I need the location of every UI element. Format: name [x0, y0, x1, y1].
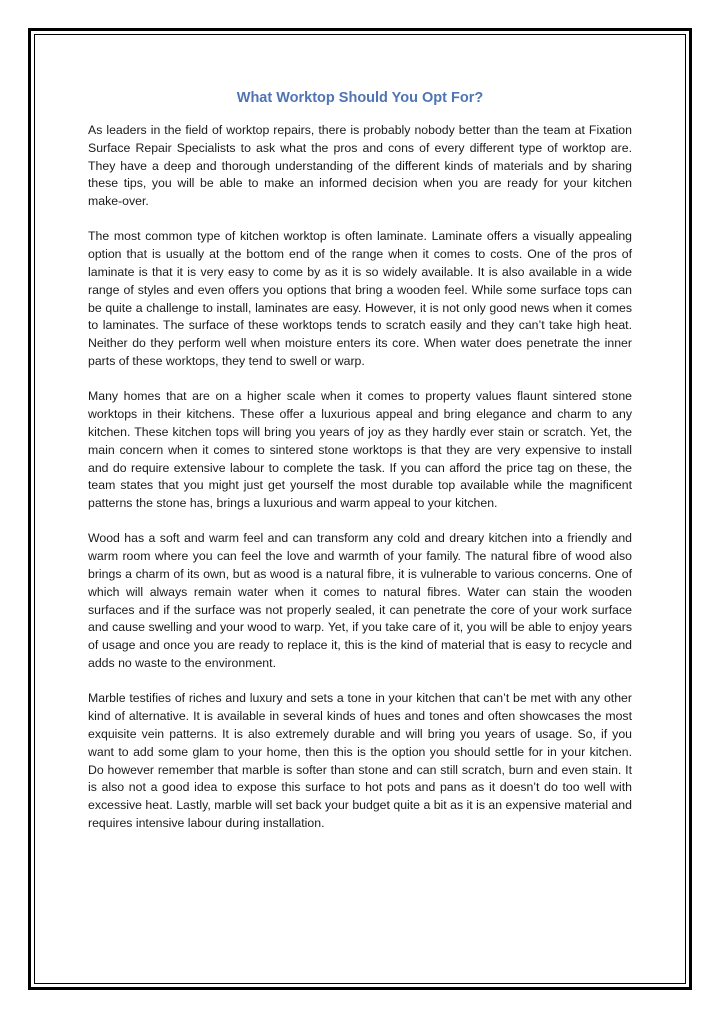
paragraph-sintered-stone: Many homes that are on a higher scale when it comes to property values flaunt sintered stone worktops in their kitchens. These offer a luxurious appeal and bring elegance and charm to any kitchen. These kitchen tops will bring you years of joy as they hardly ever stain or scratch. Yet, the main concern when it comes to sintered stone worktops is that they are very expensive to install and do require extensive labour to complete the task. If you can afford the price tag on these, the team states that you might just get yourself the most durable top available while the magnificent patterns the stone has, brings a luxurious and warm appeal to your kitchen. — [88, 389, 632, 511]
paragraph-laminate: The most common type of kitchen worktop is often laminate. Laminate offers a visually appealing option that is usually at the bottom end of the range when it comes to costs. One of the pros of laminate is that it is very easy to come by as it is so widely available. It is also available in a wide range of styles and even offers you options that bring a wooden feel. While some surface tops can be quite a challenge to install, laminates are easy. However, it is not only good news when it comes to laminates. The surface of these worktops tends to scratch easily and they can’t take high heat. Neither do they perform well when moisture enters its core. When water does penetrate the inner parts of these worktops, they tend to swell or warp. — [88, 229, 632, 369]
paragraph-wood: Wood has a soft and warm feel and can transform any cold and dreary kitchen into a friendly and warm room where you can feel the love and warmth of your family. The natural fibre of wood also brings a charm of its own, but as wood is a natural fibre, it is vulnerable to various concerns. One of which will always remain water when it comes to natural fibres. Water can stain the wooden surfaces and if the surface was not properly sealed, it can penetrate the core of your work surface and cause swelling and your wood to warp. Yet, if you take care of it, you will be able to enjoy years of usage and once you are ready to replace it, this is the kind of material that is easy to recycle and adds no waste to the environment. — [88, 531, 632, 671]
document-body — [88, 88, 632, 850]
paragraph-marble: Marble testifies of riches and luxury and sets a tone in your kitchen that can’t be met with any other kind of alternative. It is available in several kinds of hues and tones and often showcases the most exquisite vein patterns. It is also extremely durable and will bring you years of usage. So, if you want to add some glam to your home, then this is the option you should settle for in your kitchen. Do however remember that marble is softer than stone and can still scratch, burn and even stain. It is also not a good idea to expose this surface to hot pots and pans as it doesn’t do too well with excessive heat. Lastly, marble will set back your budget quite a bit as it is an expensive material and requires intensive labour during installation. — [88, 691, 632, 830]
document-title: What Worktop Should You Opt For? — [236, 90, 484, 106]
paragraph-intro: As leaders in the field of worktop repairs, there is probably nobody better than the team at Fixation Surface Repair Specialists to ask what the pros and cons of every different type of worktop are. They have a deep and thorough understanding of the different kinds of materials and by sharing these tips, you will be able to make an informed decision when you are ready for your kitchen make-over. — [88, 123, 632, 209]
